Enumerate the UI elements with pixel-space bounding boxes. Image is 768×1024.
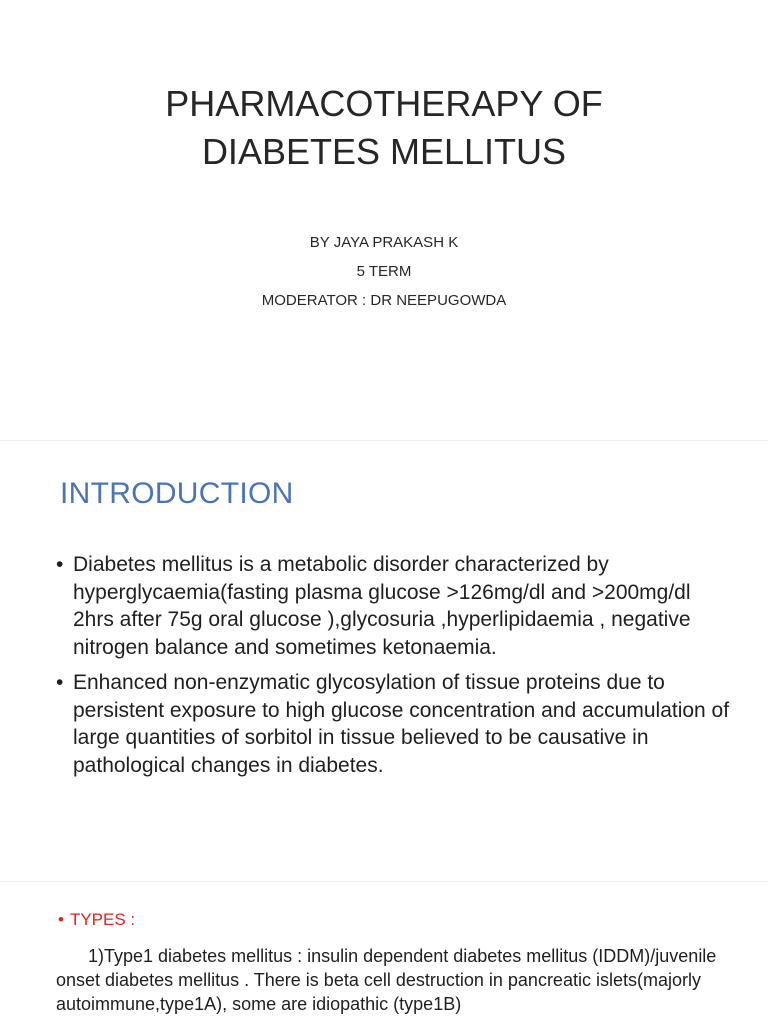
types-slide [0, 882, 768, 1024]
slide-title [0, 80, 768, 176]
bullet-icon: • [58, 910, 64, 929]
moderator-text: MODERATOR : DR NEEPUGOWDA [261, 292, 507, 309]
list-item [56, 551, 736, 661]
types-body-text: 1)Type1 diabetes mellitus : insulin dependent diabetes mellitus (IDDM)/juvenile onset diabetes mellitus . There is beta cell destruction in pancreatic islets(majorly autoimmune,type1A), some are idiopathic (type1B) [56, 946, 717, 1014]
bullet-text: Enhanced non-enzymatic glycosylation of tissue proteins due to persistent exposure to high glucose concentration and accumulation of large quantities of sorbitol in tissue believed to be causative in pathological changes in diabetes. [73, 671, 730, 777]
author-text: BY JAYA PRAKASH K [309, 234, 459, 251]
bullet-icon: • [56, 553, 64, 576]
introduction-heading: INTRODUCTION [60, 477, 294, 510]
title-line-2: DIABETES MELLITUS [201, 131, 567, 172]
types-heading-text: TYPES : [69, 910, 136, 929]
term-text: 5 TERM [356, 263, 412, 280]
slide-subtitle [0, 228, 768, 315]
title-slide [0, 0, 768, 440]
introduction-slide [0, 441, 768, 881]
list-item [56, 669, 736, 779]
bullet-icon: • [56, 671, 64, 694]
title-line-1: PHARMACOTHERAPY OF [165, 83, 603, 124]
bullet-text: Diabetes mellitus is a metabolic disorder characterized by hyperglycaemia(fasting plasma glucose >126mg/dl and >200mg/dl 2hrs after 75g oral glucose ),glycosuria ,hyperlipidaemia , negative nitrogen balance and sometimes ketonaemia. [73, 553, 691, 659]
introduction-bullet-list [56, 551, 736, 787]
types-heading [58, 910, 135, 930]
